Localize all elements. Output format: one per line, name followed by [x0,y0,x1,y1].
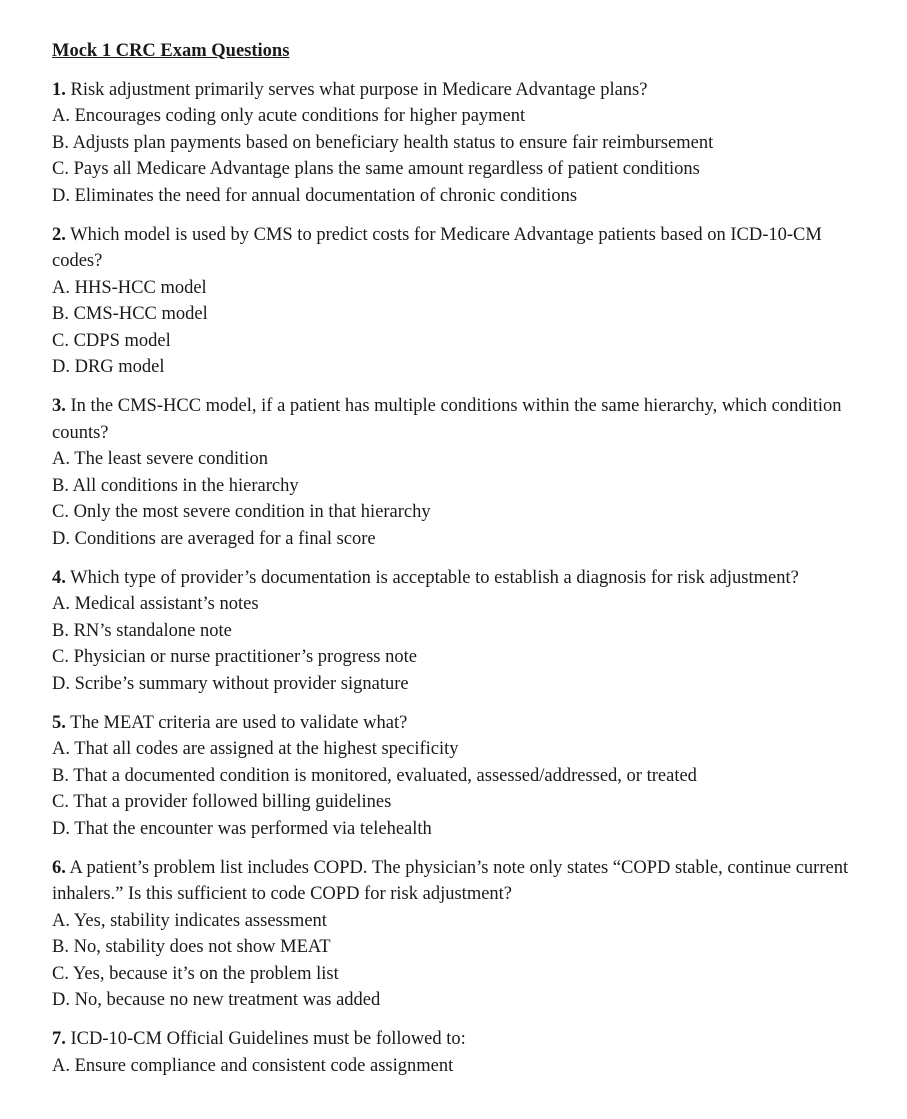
question-prompt: In the CMS-HCC model, if a patient has multiple conditions within the same hierarchy, which condition counts? [52,396,842,443]
answer-option: A. Yes, stability indicates assessment [52,910,327,931]
question-text [52,222,872,275]
answer-option: C. Only the most severe condition in that hierarchy [52,502,431,523]
answer-option: B. All conditions in the hierarchy [52,475,299,496]
answer-option: C. Physician or nurse practitioner’s progress note [52,647,417,668]
question-6 [52,855,872,1013]
answer-option: A. Ensure compliance and consistent code assignment [52,1055,454,1076]
answer-option: C. Pays all Medicare Advantage plans the same amount regardless of patient conditions [52,159,700,180]
question-text [52,855,872,908]
answer-option: D. Scribe’s summary without provider signature [52,673,409,694]
answer-option: B. CMS-HCC model [52,304,208,325]
question-5 [52,710,872,842]
question-prompt: Which model is used by CMS to predict costs for Medicare Advantage patients based on ICD-10-CM codes? [52,225,822,272]
question-prompt: The MEAT criteria are used to validate what? [70,712,408,733]
answer-option: C. CDPS model [52,330,171,351]
question-prompt: Which type of provider’s documentation is acceptable to establish a diagnosis for risk adjustment? [70,567,799,588]
answer-option: A. HHS-HCC model [52,277,207,298]
question-2 [52,222,872,380]
answer-option: C. Yes, because it’s on the problem list [52,963,339,984]
question-number: 1. [52,80,66,100]
question-number: 6. [52,857,66,878]
question-text [52,710,872,736]
answer-option: D. Eliminates the need for annual documentation of chronic conditions [52,185,578,206]
question-text [52,393,872,446]
answer-option: A. The least severe condition [52,449,268,470]
question-number: 4. [52,567,66,588]
question-4 [52,565,872,697]
answer-option: D. Conditions are averaged for a final score [52,528,376,549]
answer-option: B. No, stability does not show MEAT [52,937,331,958]
question-prompt: Risk adjustment primarily serves what purpose in Medicare Advantage plans? [70,80,648,100]
question-3 [52,393,872,551]
answer-option: B. RN’s standalone note [52,620,232,641]
question-number: 7. [52,1029,66,1050]
question-prompt: A patient’s problem list includes COPD. The physician’s note only states “COPD stable, continue current inhalers.” Is this sufficient to code COPD for risk adjustment? [52,857,849,905]
document-title: Mock 1 CRC Exam Questions [52,41,290,61]
question-text [52,77,872,103]
question-7 [52,1026,872,1079]
answer-option: A. That all codes are assigned at the highest specificity [52,739,459,760]
document-page [52,38,872,1092]
answer-option: A. Encourages coding only acute conditions for higher payment [52,106,526,127]
question-text [52,1026,872,1052]
answer-option: C. That a provider followed billing guidelines [52,792,392,813]
answer-option: D. No, because no new treatment was added [52,990,381,1010]
answer-option: D. That the encounter was performed via telehealth [52,818,432,839]
answer-option: B. That a documented condition is monitored, evaluated, assessed/addressed, or treated [52,765,697,786]
question-text [52,565,872,591]
question-1 [52,77,872,209]
answer-option: B. Adjusts plan payments based on beneficiary health status to ensure fair reimbursement [52,132,714,153]
question-number: 5. [52,712,66,733]
question-number: 3. [52,396,66,417]
answer-option: A. Medical assistant’s notes [52,594,259,615]
answer-option: D. DRG model [52,357,165,378]
question-number: 2. [52,225,66,246]
question-prompt: ICD-10-CM Official Guidelines must be followed to: [70,1029,466,1050]
